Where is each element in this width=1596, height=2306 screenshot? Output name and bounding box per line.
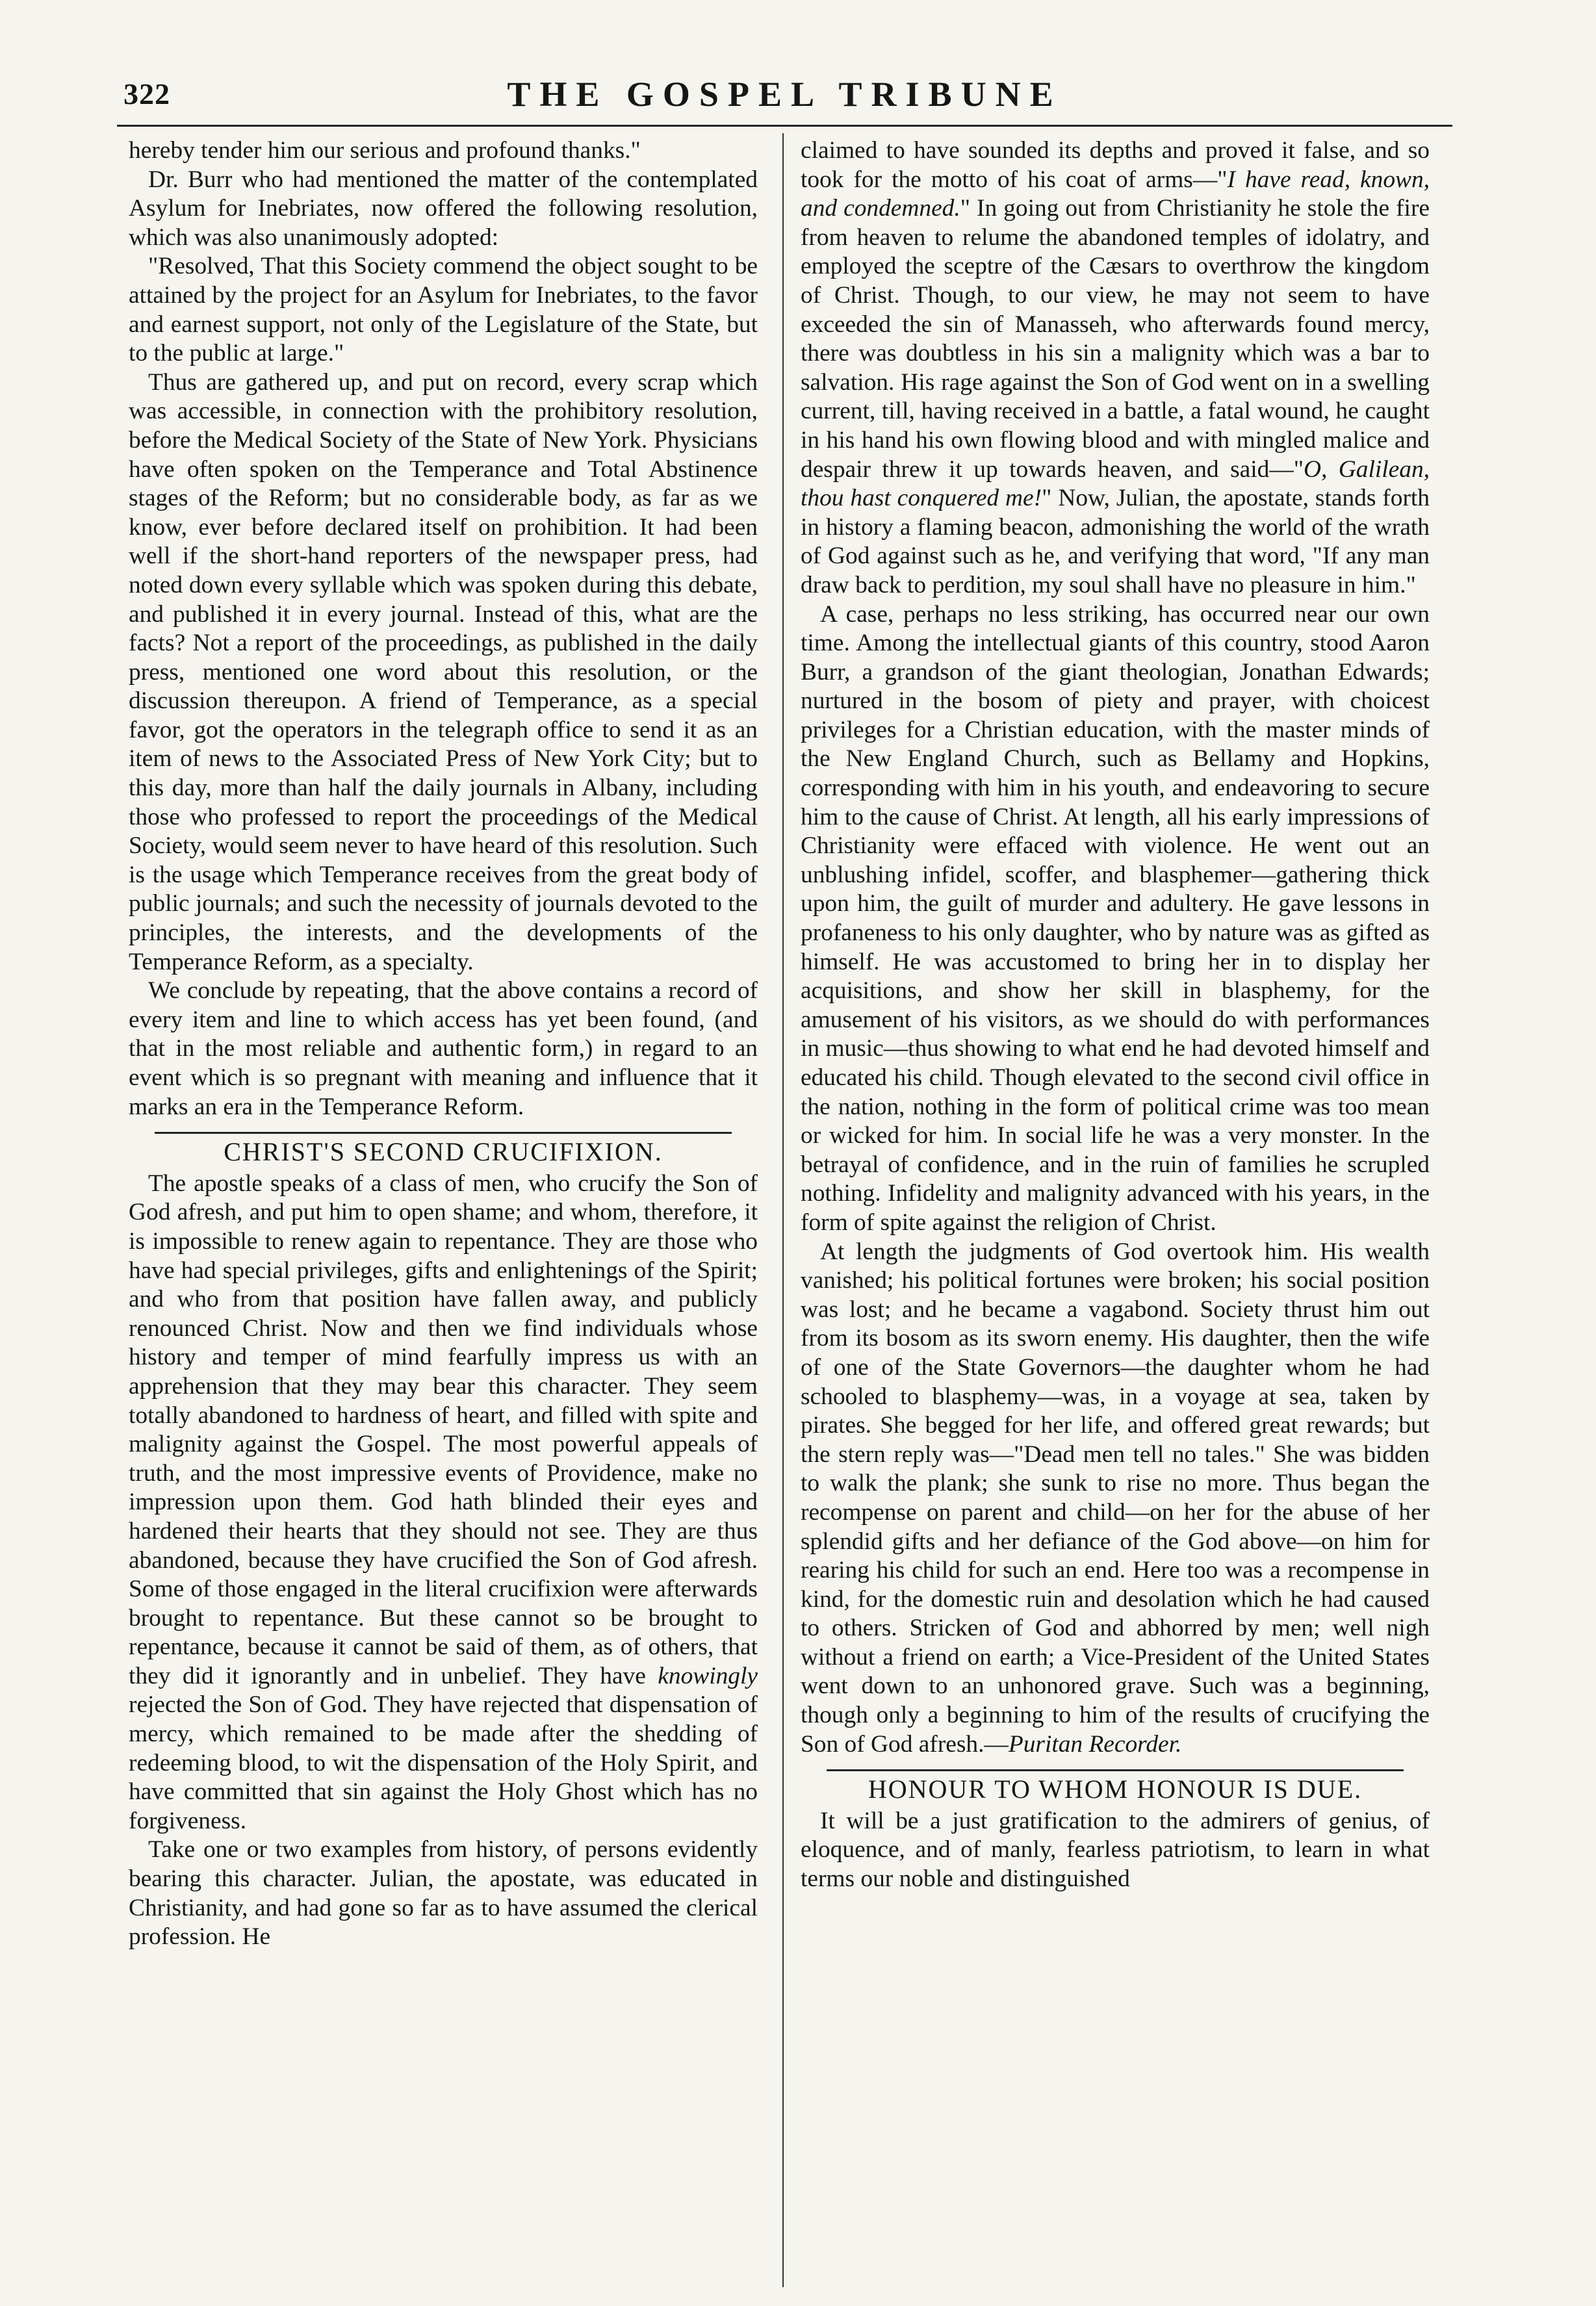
left-column xyxy=(129,136,758,2281)
source-credit: Puritan Recorder. xyxy=(1008,1730,1182,1758)
right-column xyxy=(801,136,1430,2281)
text-run: " Now, Julian, the apostate, stands forth in history a flaming beacon, admonishing the world of the wrath of God against such as he, and verifying that word, "If any man draw back to perdition, my soul shall have no pleasure in him." xyxy=(801,485,1430,598)
left-paragraph-5: We conclude by repeating, that the above contains a record of every item and line to which access has yet been found, (and that in the most reliable and authentic form,) in regard to an event which is so pregnant with meaning and influence that it marks an era in the Temperance Reform. xyxy=(129,977,758,1120)
text-run: " In going out from Christianity he stole the fire from heaven to relume the abandoned temples of idolatry, and employed the sceptre of the Cæsars to overthrow the kingdom of Christ. Though, to our view, he may not seem to have exceeded the sin of Manasseh, who afterwards found mercy, there was doubtless in his sin a malignity which was a bar to salvation. His rage against the Son of God went on in a swelling current, till, having received in a battle, a fatal wound, he caught in his hand his own flowing blood and with mingled malice and despair threw it up towards heaven, and said—" xyxy=(801,195,1430,483)
header-rule xyxy=(117,125,1452,127)
italic-text: I have read, known, and condemned. xyxy=(801,166,1430,222)
left-paragraph-6 xyxy=(129,1170,758,1836)
text-run: The apostle speaks of a class of men, who crucify the Son of God afresh, and put him to open shame; and whom, therefore, it is impossible to renew again to repentance. They are those who have had special privileges, gifts and enlightenings of the Spirit; and who from that position have fallen away, and publicly renounced Christ. Now and then we find individuals whose history and temper of mind fearfully impress us with an apprehension that they may bear this character. They seem totally abandoned to hardness of heart, and filled with spite and malignity against the Gospel. The most powerful appeals of truth, and the most impressive events of Providence, make no impression upon them. God hath blinded their eyes and hardened their hearts that they should not see. They are thus abandoned, because they have crucified the Son of God afresh. Some of those engaged in the literal crucifixion were afterwards brought to repentance. But these cannot so be brought to repentance, because it cannot be said of them, as of others, that they did it ignorantly and in unbelief. They have xyxy=(129,1170,758,1689)
resolution-quote: "Resolved, That this Society commend the object sought to be attained by the project for an Asylum for Inebriates, to the favor and earnest support, not only of the Legislature of the State, but to the public at large." xyxy=(129,253,758,367)
section-rule xyxy=(827,1769,1404,1771)
right-paragraph-2: A case, perhaps no less striking, has occurred near our own time. Among the intellectual giants of this country, stood Aaron Burr, a grandson of the giant theologian, Jonathan Edwards; nurtured in the bosom of piety and prayer, with choicest privileges for a Christian education, with the master minds of the New England Church, such as Bellamy and Hopkins, corresponding with him in his youth, and endeavoring to secure him to the cause of Christ. At length, all his early impressions of Christianity were effaced with violence. He went out an unblushing infidel, scoffer, and blasphemer—gathering thick upon him, the guilt of murder and adultery. He gave lessons in profaneness to his only daughter, who by nature was as gifted as himself. He was accustomed to bring her in to display her acquisitions, and show her skill in blasphemy, for the amusement of his visitors, as we should do with performances in music—thus showing to what end he had devoted himself and educated his child. Though elevated to the second civil office in the nation, nothing in the form of political crime was too mean or wicked for him. In social life he was a very monster. In the betrayal of confidence, and in the ruin of families he scrupled nothing. Infidelity and malignity advanced with his years, in the form of spite against the religion of Christ. xyxy=(801,600,1430,1236)
page-number: 322 xyxy=(123,77,170,110)
article-heading-honour: HONOUR TO WHOM HONOUR IS DUE. xyxy=(868,1774,1363,1804)
left-paragraph-2: Dr. Burr who had mentioned the matter of the contemplated Asylum for Inebriates, now offered the following resolution, which was also unanimously adopted: xyxy=(129,166,758,251)
column-divider xyxy=(782,133,784,2287)
running-title: THE GOSPEL TRIBUNE xyxy=(507,75,1062,114)
left-paragraph-1: hereby tender him our serious and profound thanks." xyxy=(129,137,641,164)
right-paragraph-4: It will be a just gratification to the admirers of genius, of eloquence, and of manly, fearless patriotism, to learn in what terms our noble and distinguished xyxy=(801,1807,1430,1893)
page-header xyxy=(117,65,1452,130)
right-paragraph-3 xyxy=(801,1238,1430,1760)
article-heading-second-crucifixion: CHRIST'S SECOND CRUCIFIXION. xyxy=(224,1137,663,1167)
left-paragraph-7: Take one or two examples from history, of persons evidently bearing this character. Julian, the apostate, was educated in Christianity, and had gone so far as to have assumed the clerical profession. He xyxy=(129,1836,758,1951)
text-run: claimed to have sounded its depths and proved it false, and so took for the motto of his coat of arms—" xyxy=(801,137,1430,193)
section-rule xyxy=(155,1132,732,1134)
right-paragraph-1 xyxy=(801,136,1430,600)
text-run: rejected the Son of God. They have rejected that dispensation of mercy, which remained to be made after the shedding of redeeming blood, to wit the dispensation of the Holy Spirit, and have committed that sin against the Holy Ghost which has no forgiveness. xyxy=(129,1691,758,1834)
italic-text: O, Galilean, thou hast conquered me! xyxy=(801,455,1430,512)
text-run: At length the judgments of God overtook him. His wealth vanished; his political fortunes were broken; his social position was lost; and he became a vagabond. Society thrust him out from its bosom as its sworn enemy. His daughter, then the wife of one of the State Governors—the daughter whom he had schooled to blasphemy—was, in a voyage at sea, taken by pirates. She begged for her life, and offered great rewards; but the stern reply was—"Dead men tell no tales." She was bidden to walk the plank; she sunk to rise no more. Thus began the recompense on parent and child—on her for the abuse of her splendid gifts and her defiance of the God above—on him for rearing his child for such an end. Here too was a recompense in kind, for the domestic ruin and desolation which he had caused to others. Stricken of God and abhorred by men; well nigh without a friend on earth; a Vice-President of the United States went down to an unhonored grave. Such was a beginning, though only a beginning to him of the results of crucifying the Son of God afresh.— xyxy=(801,1238,1430,1758)
left-paragraph-4: Thus are gathered up, and put on record, every scrap which was accessible, in connection with the prohibitory resolution, before the Medical Society of the State of New York. Physicians have often spoken on the Temperance and Total Abstinence stages of the Reform; but no considerable body, as far as we know, ever before declared itself on prohibition. It had been well if the short-hand reporters of the newspaper press, had noted down every syllable which was spoken during this debate, and published it in every journal. Instead of this, what are the facts? Not a report of the proceedings, as published in the daily press, mentioned one word about this resolution, or the discussion thereupon. A friend of Temperance, as a special favor, got the operators in the telegraph office to send it as an item of news to the Associated Press of New York City; but to this day, more than half the daily journals in Albany, including those who professed to report the proceedings of the Medical Society, would seem never to have heard of this resolution. Such is the usage which Temperance receives from the great body of public journals; and such the necessity of journals devoted to the principles, the interests, and the developments of the Temperance Reform, as a specialty. xyxy=(129,368,758,975)
italic-text: knowingly xyxy=(658,1662,758,1689)
